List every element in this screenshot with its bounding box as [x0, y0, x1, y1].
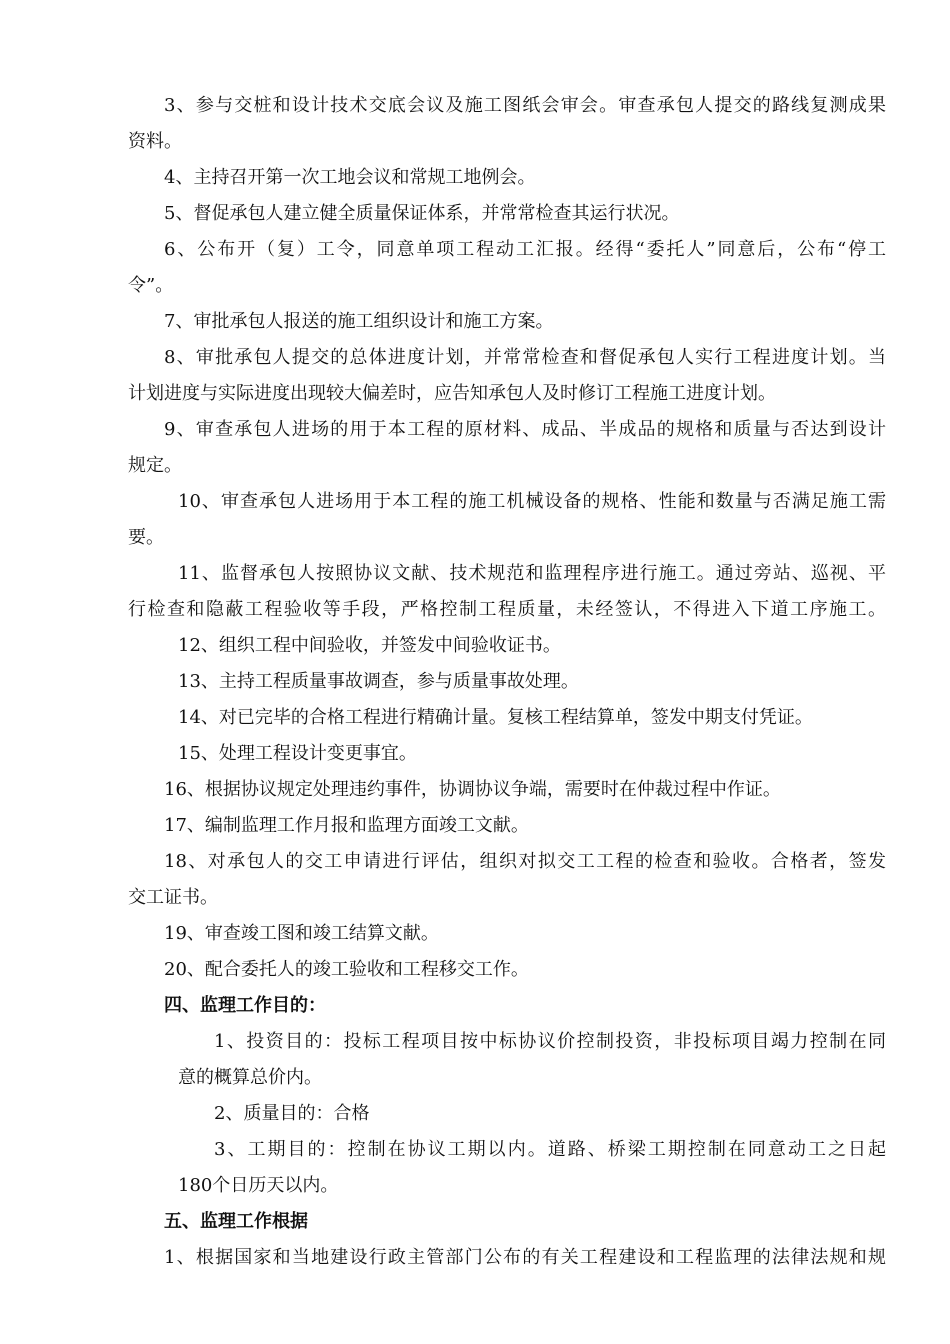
list-item-line: 3、参与交桩和设计技术交底会议及施工图纸会审会。审查承包人提交的路线复测成果 [164, 95, 886, 116]
list-item-line: 要。 [128, 527, 164, 548]
list-item-line: 意的概算总价内。 [178, 1067, 322, 1088]
list-item-line: 2、质量目的：合格 [214, 1103, 370, 1124]
list-item-line: 资料。 [128, 131, 182, 152]
list-item-line: 计划进度与实际进度出现较大偏差时，应告知承包人及时修订工程施工进度计划。 [128, 383, 776, 404]
list-item-line: 3、工期目的：控制在协议工期以内。道路、桥梁工期控制在同意动工之日起 [214, 1139, 886, 1160]
list-item-line: 4、主持召开第一次工地会议和常规工地例会。 [164, 167, 536, 188]
list-item-line: 12、组织工程中间验收，并签发中间验收证书。 [178, 635, 561, 656]
list-item-line: 19、审查竣工图和竣工结算文献。 [164, 923, 439, 944]
list-item-line: 11、监督承包人按照协议文献、技术规范和监理程序进行施工。通过旁站、巡视、平 [178, 563, 886, 584]
section-heading: 四、监理工作目的： [164, 995, 326, 1016]
list-item-line: 9、审查承包人进场的用于本工程的原材料、成品、半成品的规格和质量与否达到设计 [164, 419, 886, 440]
list-item-line: 16、根据协议规定处理违约事件，协调协议争端，需要时在仲裁过程中作证。 [164, 779, 781, 800]
list-item-line: 行检查和隐蔽工程验收等手段，严格控制工程质量，未经签认，不得进入下道工序施工。 [128, 599, 886, 620]
list-item-line: 8、审批承包人提交的总体进度计划，并常常检查和督促承包人实行工程进度计划。当 [164, 347, 886, 368]
list-item-line: 1、根据国家和当地建设行政主管部门公布的有关工程建设和工程监理的法律法规和规 [164, 1247, 886, 1268]
list-item-line: 180个日历天以内。 [178, 1175, 339, 1196]
list-item-line: 18、对承包人的交工申请进行评估，组织对拟交工工程的检查和验收。合格者，签发 [164, 851, 886, 872]
list-item-line: 令”。 [128, 275, 174, 296]
list-item-line: 20、配合委托人的竣工验收和工程移交工作。 [164, 959, 529, 980]
list-item-line: 1、投资目的：投标工程项目按中标协议价控制投资，非投标项目竭力控制在同 [214, 1031, 886, 1052]
list-item-line: 6、公布开（复）工令，同意单项工程动工汇报。经得“委托人”同意后，公布“停工 [164, 239, 886, 260]
list-item-line: 13、主持工程质量事故调查，参与质量事故处理。 [178, 671, 579, 692]
list-item-line: 7、审批承包人报送的施工组织设计和施工方案。 [164, 311, 554, 332]
list-item-line: 14、对已完毕的合格工程进行精确计量。复核工程结算单，签发中期支付凭证。 [178, 707, 813, 728]
list-item-line: 规定。 [128, 455, 182, 476]
list-item-line: 5、督促承包人建立健全质量保证体系，并常常检查其运行状况。 [164, 203, 680, 224]
list-item-line: 17、编制监理工作月报和监理方面竣工文献。 [164, 815, 529, 836]
list-item-line: 交工证书。 [128, 887, 218, 908]
list-item-line: 10、审查承包人进场用于本工程的施工机械设备的规格、性能和数量与否满足施工需 [178, 491, 886, 512]
list-item-line: 15、处理工程设计变更事宜。 [178, 743, 417, 764]
section-heading: 五、监理工作根据 [164, 1211, 308, 1232]
